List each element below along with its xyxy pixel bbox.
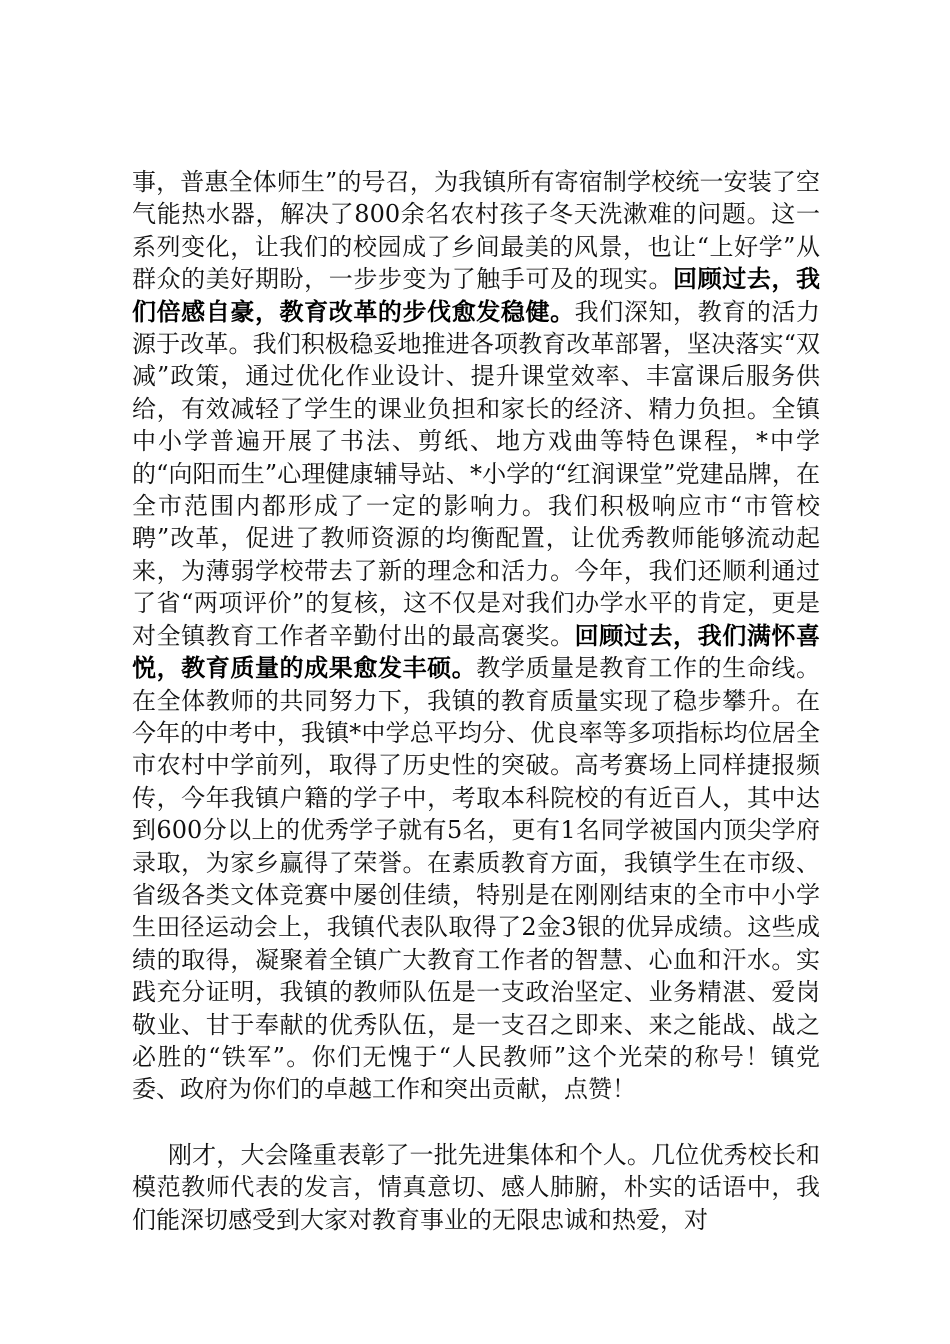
document-body bbox=[132, 166, 820, 1236]
paragraph bbox=[132, 1139, 820, 1236]
body-text: 教学质量是教育工作的生命线。在全体教师的共同努力下，我镇的教育质量实现了稳步攀升。在今年的中考中，我镇*中学总平均分、优良率等多项指标均位居全市农村中学前列，取得了历史性的突破。高考赛场上同样捷报频传，今年我镇户籍的学子中，考取本科院校的有近百人，其中达到600分以上的优秀学子就有5名，更有1名同学被国内顶尖学府录取，为家乡赢得了荣誉。在素质教育方面，我镇学生在市级、省级各类文体竞赛中屡创佳绩，特别是在刚刚结束的全市中小学生田径运动会上，我镇代表队取得了2金3银的优异成绩。这些成绩的取得，凝聚着全镇广大教育工作者的智慧、心血和汗水。实践充分证明，我镇的教师队伍是一支政治坚定、业务精湛、爱岗敬业、甘于奉献的优秀队伍，是一支召之即来、来之能战、战之必胜的“铁军”。你们无愧于“人民教师”这个光荣的称号！镇党委、政府为你们的卓越工作和突出贡献，点赞！ bbox=[132, 654, 820, 1104]
bold-heading: 回顾过去，我们满怀喜悦，教育质量的成果愈发丰硕。 bbox=[132, 620, 821, 683]
bold-heading: 回顾过去，我们倍感自豪，教育改革的步伐愈发稳健。 bbox=[132, 264, 821, 326]
body-text: 事，普惠全体师生”的号召，为我镇所有寄宿制学校统一安装了空气能热水器，解决了800余名农村孩子冬天洗漱难的问题。这一系列变化，让我们的校园成了乡间最美的风景，也让“上好学”从群众的美好期盼，一步步变为了触手可及的现实。 bbox=[132, 168, 820, 294]
body-text: 刚才，大会隆重表彰了一批先进集体和个人。几位优秀校长和模范教师代表的发言，情真意切、感人肺腑，朴实的话语中，我们能深切感受到大家对教育事业的无限忠诚和热爱，对 bbox=[132, 1140, 820, 1234]
body-text: 我们深知，教育的活力源于改革。我们积极稳妥地推进各项教育改革部署，坚决落实“双减”政策，通过优化作业设计、提升课堂效率、丰富课后服务供给，有效减轻了学生的课业负担和家长的经济、精力负担。全镇中小学普遍开展了书法、剪纸、地方戏曲等特色课程，*中学的“向阳而生”心理健康辅导站、*小学的“红润课堂”党建品牌，在全市范围内都形成了一定的影响力。我们积极响应市“市管校聘”改革，促进了教师资源的均衡配置，让优秀教师能够流动起来，为薄弱学校带去了新的理念和活力。今年，我们还顺利通过了省“两项评价”的复核，这不仅是对我们办学水平的肯定，更是对全镇教育工作者辛勤付出的最高褒奖。 bbox=[132, 297, 821, 650]
paragraph bbox=[132, 166, 820, 1106]
